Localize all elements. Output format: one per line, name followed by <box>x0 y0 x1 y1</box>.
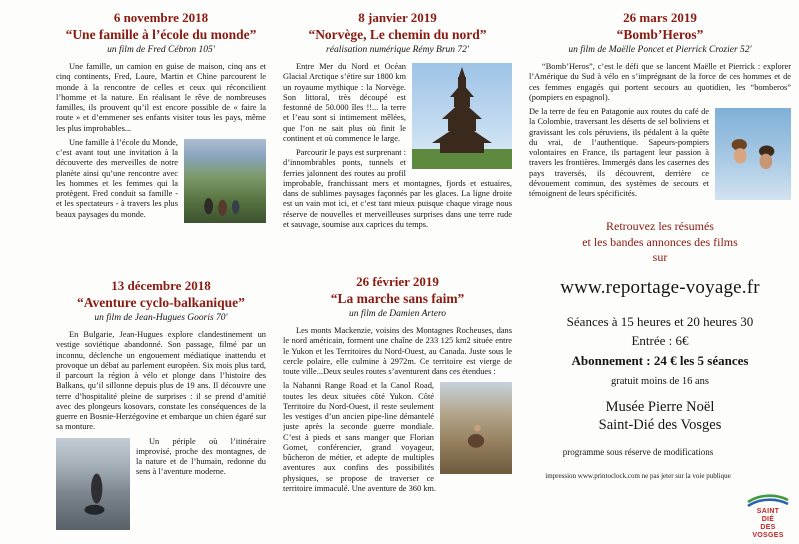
film-paragraph: Les monts Mackenzie, voisins des Montagnes Rocheuses, dans le nord américain, forment une chaîne de 233 125 km2 située entre le Yukon et les Territoires du Nord-Ouest, au Canada. Juste sous le cercle polaire, elle culmine à 2972m. Ce territoire est vierge de toute ville...Deux seules routes s’aventurent dans ces étendues : <box>283 326 512 376</box>
website-url: www.reportage-voyage.fr <box>560 277 760 299</box>
cyclists-selfie-photo <box>715 108 791 200</box>
film-credit: réalisation numérique Rémy Brun 72' <box>326 45 469 55</box>
film-section-famille-ecole-du-monde <box>56 10 266 270</box>
footer-info <box>529 219 791 480</box>
film-paragraph: Une famille, un camion en guise de maison, cinq ans et cinq continents, Fred, Laure, Martin et Chine parcourent le monde à la rencontre de celles et ceux qui réconcilient l’homme et la nature. En réalisant le rêve de nombreuses familles, ils prouvent qu’il est encore possible de « faire la route » et d’emmener ses enfants visiter tous les pays, même les plus improbables... <box>56 62 266 133</box>
subscription-text: Abonnement : 24 € les 5 séances <box>571 353 749 369</box>
film-credit: un film de Damien Artero <box>348 309 447 319</box>
film-paragraph: En Bulgarie, Jean-Hugues explore clandestinement un vestige soviétique abandonné. Son passage, filmé par un inconnu, déclenche un engouement médiatique inattendu et provoque un débat au parlement européen. Six mois plus tard, il parcourt la région à vélo et plonge dans l’histoire des Balkans, qu’il sillonne depuis plus de 19 ans. Il découvre une terre d’hospitalité pleine de surprises : il se prend d’amitié avec des plongeurs kosovars, constate les conséquences de la guerre en Bosnie-Herzégovine et embarque un chien égaré sur sa monture. <box>56 330 266 432</box>
film-description <box>283 62 512 230</box>
promo-text <box>529 219 791 266</box>
ticket-price-text: Entrée : 6€ <box>631 333 689 349</box>
hiker-photo <box>440 382 512 474</box>
column-left <box>56 10 266 544</box>
film-date: 8 janvier 2019 <box>358 10 437 25</box>
program-disclaimer: programme sous réserve de modifications <box>562 447 714 458</box>
promo-line: Retrouvez les résumés <box>606 219 714 234</box>
film-description <box>56 62 266 220</box>
logo-line: DIÉ <box>761 515 775 523</box>
logo-line: VOSGES <box>752 531 784 539</box>
column-right <box>529 10 791 544</box>
film-date: 13 décembre 2018 <box>111 278 211 293</box>
film-description <box>56 330 266 478</box>
film-paragraph: “Bomb’Heros”, c’est le défi que se lancent Maëlle et Pierrick : explorer l’Amérique du Sud à vélo en s’imprégnant de la force de ces hommes et de ces femmes engagés qui portent secours au quotidien, les “bomberos” (pompiers en espagnol). <box>529 62 791 102</box>
showtimes-text: Séances à 15 heures et 20 heures 30 <box>566 314 754 330</box>
column-middle <box>283 10 512 544</box>
free-entry-text: gratuit moins de 16 ans <box>611 376 709 388</box>
logo-line: DES <box>760 523 776 531</box>
film-paragraph: De la terre de feu en Patagonie aux routes du café de la Colombie, traversant les déserts de sel boliviens et gravissant les cols péruviens, ils pédalent à la quête du vrai, de l’authentique. Sapeurs-pompiers volontaires en France, ils partagent leur passion à travers les frontières. Immergés dans les casernes des pays traversés, ils découvrent, derrière ce dévouement commun, des systèmes de secours et témoignent de leurs spécificités. <box>529 107 709 198</box>
film-description <box>529 62 791 199</box>
promo-line: et les bandes annonces des films <box>582 234 738 249</box>
cyclist-photo <box>56 438 130 530</box>
stave-church-photo <box>412 63 512 169</box>
promo-line: sur <box>652 250 668 265</box>
film-credit: un film de Maëlle Poncet et Pierrick Crozier 52' <box>568 45 752 55</box>
film-paragraph: Un périple où l’itinéraire improvisé, proche des montagnes, de la nature et de l’humain, redonne du sens à l’aventure moderne. <box>136 436 266 477</box>
logo-line: SAINT <box>756 507 780 515</box>
film-date: 26 mars 2019 <box>623 10 697 25</box>
film-paragraph: Une famille à l’école du Monde, c’est avant tout une invitation à la découverte des merveilles de notre planète ainsi qu’une rencontre avec les hommes et les femmes qui la protègent. Fred conduit sa famille - et les spectateurs - à travers les plus beaux paysages du monde. <box>56 137 178 219</box>
film-title: “Aventure cyclo-balkanique” <box>77 295 245 310</box>
venue-text <box>529 398 791 434</box>
logo-swoosh-icon <box>746 492 790 507</box>
film-title: “Norvège, Le chemin du nord” <box>308 27 487 42</box>
film-credit: un film de Jean-Hugues Gooris 70' <box>94 313 228 323</box>
film-section-norvege-chemin-du-nord <box>283 10 512 266</box>
saint-die-des-vosges-logo <box>743 492 793 540</box>
film-paragraph: la Nahanni Range Road et la Canol Road, toutes les deux situées côté Yukon. Côté Territoire du Nord-Ouest, il reste seulement les vestiges d’un ancien pipe-line démantelé juste après la seconde guerre mondiale. C’est à pieds et sans manger que Florian Gomet, conférencier, grand voyageur, bûcheron de métier, et adepte de multiples aventures aux confins des possibilités physiques, se propose de traverser ce territoire immaculé. Une aventure de 360 km. <box>283 381 437 493</box>
film-credit: un film de Fred Cébron 105' <box>107 45 215 55</box>
film-title: “Bomb’Heros” <box>616 27 704 42</box>
film-date: 26 février 2019 <box>356 274 439 289</box>
print-credit: impression www.printoclock.com ne pas jeter sur la voie publique <box>545 472 731 481</box>
film-section-bomb-heros <box>529 10 791 203</box>
venue-name: Musée Pierre Noël <box>605 399 715 416</box>
film-title: “La marche sans faim” <box>330 291 465 306</box>
film-paragraph: Entre Mer du Nord et Océan Glacial Arctique s’étire sur 1800 km un royaume mythique : la Norvège. Son littoral, très découpé est festonné de 50.000 îles !!... la terre et l’eau sont si intimement mêlées, que l’on ne sait plus où finit le continent et où commence le large. <box>283 62 406 143</box>
film-section-aventure-cyclo-balkanique <box>56 278 266 533</box>
film-section-la-marche-sans-faim <box>283 274 512 498</box>
film-title: “Une famille à l’école du monde” <box>65 27 257 42</box>
logo-text <box>743 508 793 540</box>
venue-city: Saint-Dié des Vosges <box>598 417 722 434</box>
film-description <box>283 326 512 494</box>
family-mountains-photo <box>184 139 266 223</box>
film-date: 6 novembre 2018 <box>113 10 209 25</box>
film-paragraph: Parcourir le pays est surprenant : d’innombrables ponts, tunnels et ferries jalonnent des routes au profil improbable, franchissant mers et montagnes, fjords et estuaires, dans de sublimes paysages façonnés par les glaces. La ligne droite est un vain mot ici, et c’est tant mieux puisque chaque virage nous réserve de nouvelles et merveilleuses surprises dans une terre rude et sauvage, soumise aux caprices du temps. <box>283 148 512 229</box>
